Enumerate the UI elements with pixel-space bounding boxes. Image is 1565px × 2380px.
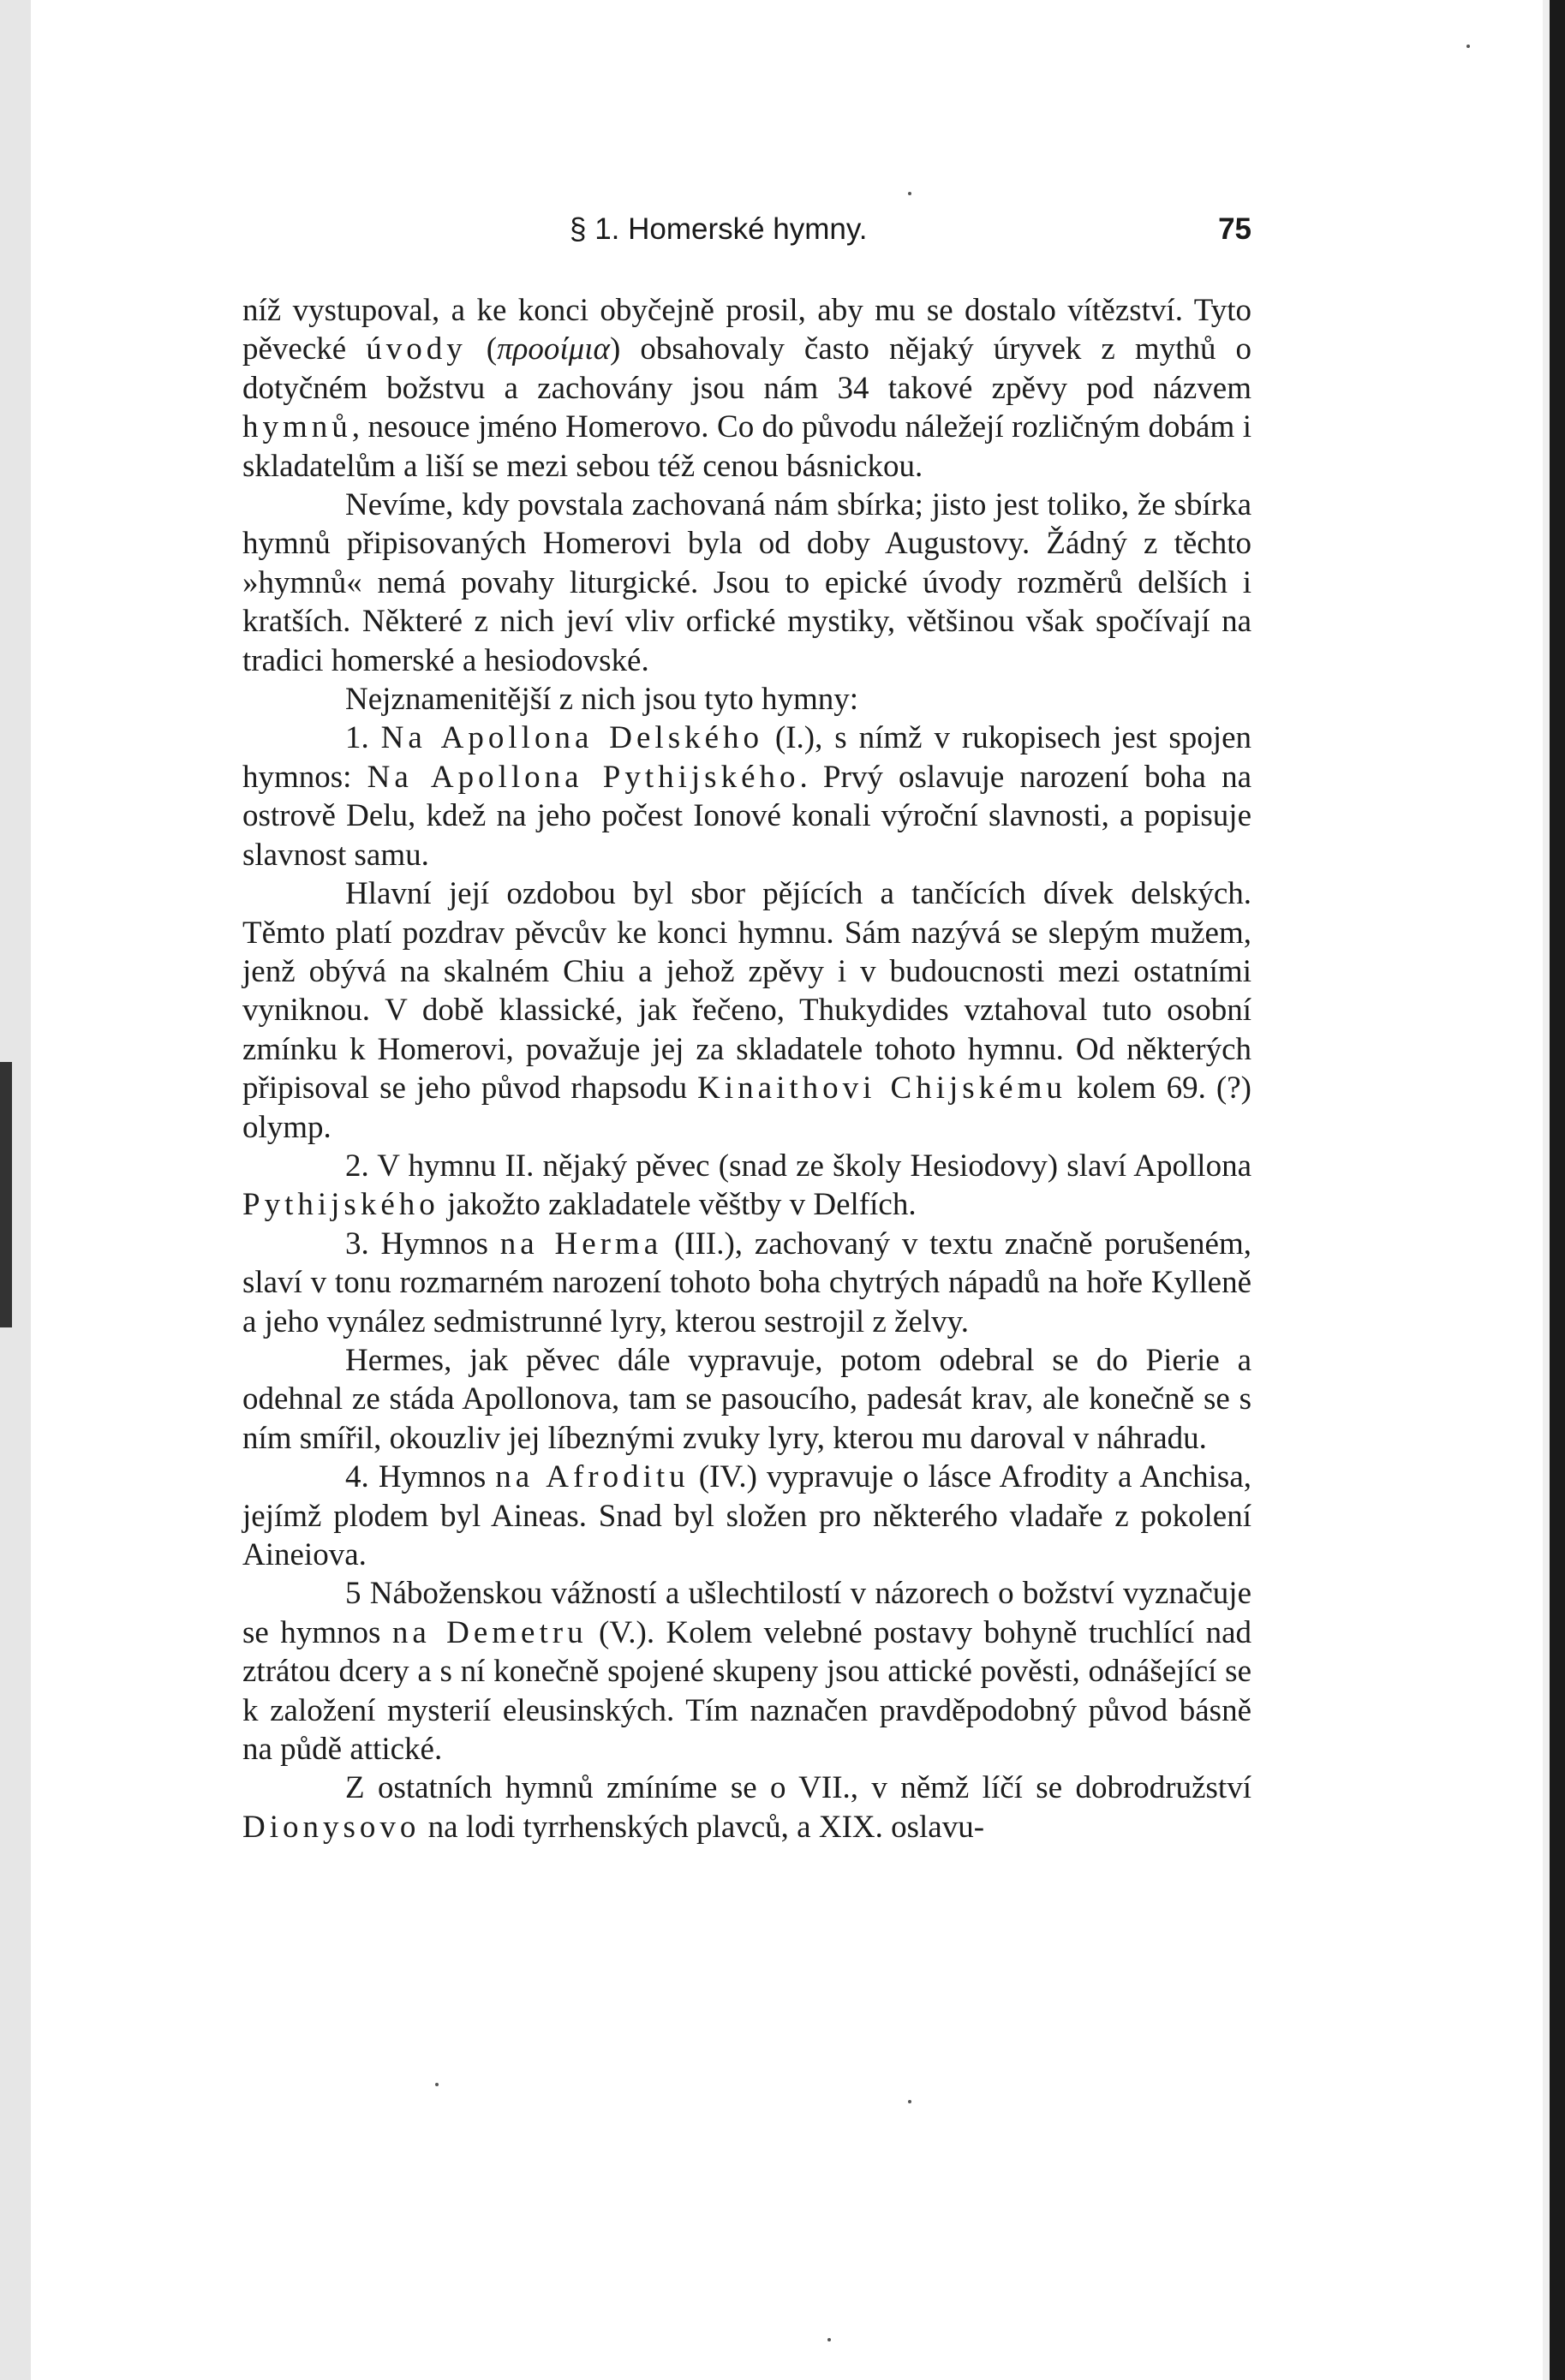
spaced-term: Dionysovo [242,1809,421,1845]
text-run: níž vystupoval, a ke konci obyčejně prosil, aby mu se dostalo vítězství. Tyto pěvecké [242,293,1251,367]
page-number: 75 [1218,212,1251,246]
paragraph-9 [242,1458,1251,1574]
text-run: ) obsahovaly často nějaký úryvek z mythů o dotyčném božstvu a zachovány jsou nám 34 takové zpěvy pod názvem [242,331,1251,406]
body-text [242,291,1251,1846]
text-run: 1. [345,720,381,756]
text-run: (V.). Kolem velebné postavy bohyně truchlící nad ztrátou dcery a s ní konečně spojené skupeny jsou attické pověsti, odnášející se k založení mysterií eleusinských. Tím naznačen pravděpodobný původ básně na půdě attické. [242,1614,1251,1768]
spaced-term: úvody [366,331,467,367]
text-run: ( [466,331,498,367]
paragraph-7 [242,1225,1251,1341]
scan-edge-mark [0,1062,12,1327]
spaced-term: na Herma [499,1226,663,1262]
scan-speck [908,2100,911,2103]
paragraph-3: Nejznamenitější z nich jsou tyto hymny: [345,682,859,718]
spaced-term: hymnů [242,409,352,445]
text-run: jakožto zakladatele věštby v Delfích. [439,1187,917,1223]
paragraph-2: Nevíme, kdy povstala zachovaná nám sbírka; jisto jest toliko, že sbírka hymnů připisovaných Homerovi byla od doby Augustovy. Žádný z těchto »hymnů« nemá povahy liturgické. Jsou to epické úvody rozměrů delších i kratších. Některé z nich jeví vliv orfické mystiky, většinou však spočívají na tradici homerské a hesiodovské. [242,487,1251,678]
text-run: Hlavní její ozdobou byl sbor pějících a tančících dívek delských. Těmto platí pozdrav pěvcův ke konci hymnu. Sám nazývá se slepým mužem, jenž obývá na skalném Chiu a jehož zpěvy i v budoucnosti mezi ostatními vyniknou. V době klassické, jak řečeno, Thukydides vztahoval tuto osobní zmínku k Homerovi, považuje jej za skladatele tohoto hymnu. Od některých připisoval se jeho původ rhapsodu [242,876,1251,1106]
text-run: na lodi tyrrhenských plavců, a XIX. oslavu- [420,1809,985,1845]
scan-right-edge [1550,0,1565,2380]
spaced-term: Na Apollona Delského [380,720,764,756]
text-run: (IV.) vypravuje o lásce Afrodity a Anchisa, jejímž plodem byl Aineas. Snad byl složen pro některého vladaře z pokolení Aineiova. [242,1459,1252,1572]
scan-speck [827,2338,831,2341]
paragraph-5 [242,874,1251,1147]
paragraph-4 [242,719,1251,874]
spaced-term: Pythijského [242,1187,439,1223]
paragraph-11 [242,1769,1251,1846]
text-run: 4. Hymnos [345,1459,496,1495]
text-run: (I.), s nímž v rukopisech jest spojen hymnos: [242,720,1252,795]
spaced-term: Na Apollona Pythijského [367,759,800,795]
spaced-term: Kinaithovi Chijskému [697,1071,1066,1106]
paragraph-8: Hermes, jak pěvec dále vypravuje, potom odebral se do Pierie a odehnal ze stáda Apollonova, tam se pasoucího, padesát krav, ale konečně se s ním smířil, okouzliv jej líbeznými zvuky lyry, kterou mu daroval v náhradu. [242,1342,1251,1456]
book-page [242,188,1251,1846]
text-run: 3. Hymnos [345,1226,500,1262]
spaced-term: na Demetru [391,1614,588,1650]
running-head: § 1. Homerské hymny. [570,212,868,246]
paragraph-6 [242,1147,1251,1225]
text-run: kolem 69. (?) olymp. [242,1071,1252,1145]
spaced-term: na Afroditu [495,1459,690,1495]
paragraph-10 [242,1574,1251,1769]
greek-term: προοίμια [497,331,610,367]
text-run: (III.), zachovaný v textu značně porušeném, slaví v tonu rozmarném narození tohoto boha chytrých nápadů na hoře Kylleně a jeho vynález sedmistrunné lyry, kterou sestrojil z želvy. [242,1226,1251,1339]
scan-speck [435,2083,439,2086]
text-run: Z ostatních hymnů zmíníme se o VII., v němž líčí se dobrodružství [345,1770,1251,1806]
text-run: , nesouce jméno Homerovo. Co do původu náležejí rozličným dobám i skladatelům a liší se mezi sebou též cenou básnickou. [242,409,1251,484]
paragraph-1 [242,291,1251,486]
scan-speck [1466,45,1470,48]
text-run: . Prvý oslavuje narození boha na ostrově Delu, kdež na jeho počest Ionové konali výroční slavnosti, a popisuje slavnost samu. [242,759,1251,873]
text-run: 2. V hymnu II. nějaký pěvec (snad ze školy Hesiodovy) slaví Apollona [345,1148,1251,1184]
scan-right-strip [1543,0,1550,2380]
page-header [242,188,1251,257]
text-run: 5 Náboženskou vážností a ušlechtilostí v názorech o božství vyznačuje se hymnos [242,1576,1251,1650]
